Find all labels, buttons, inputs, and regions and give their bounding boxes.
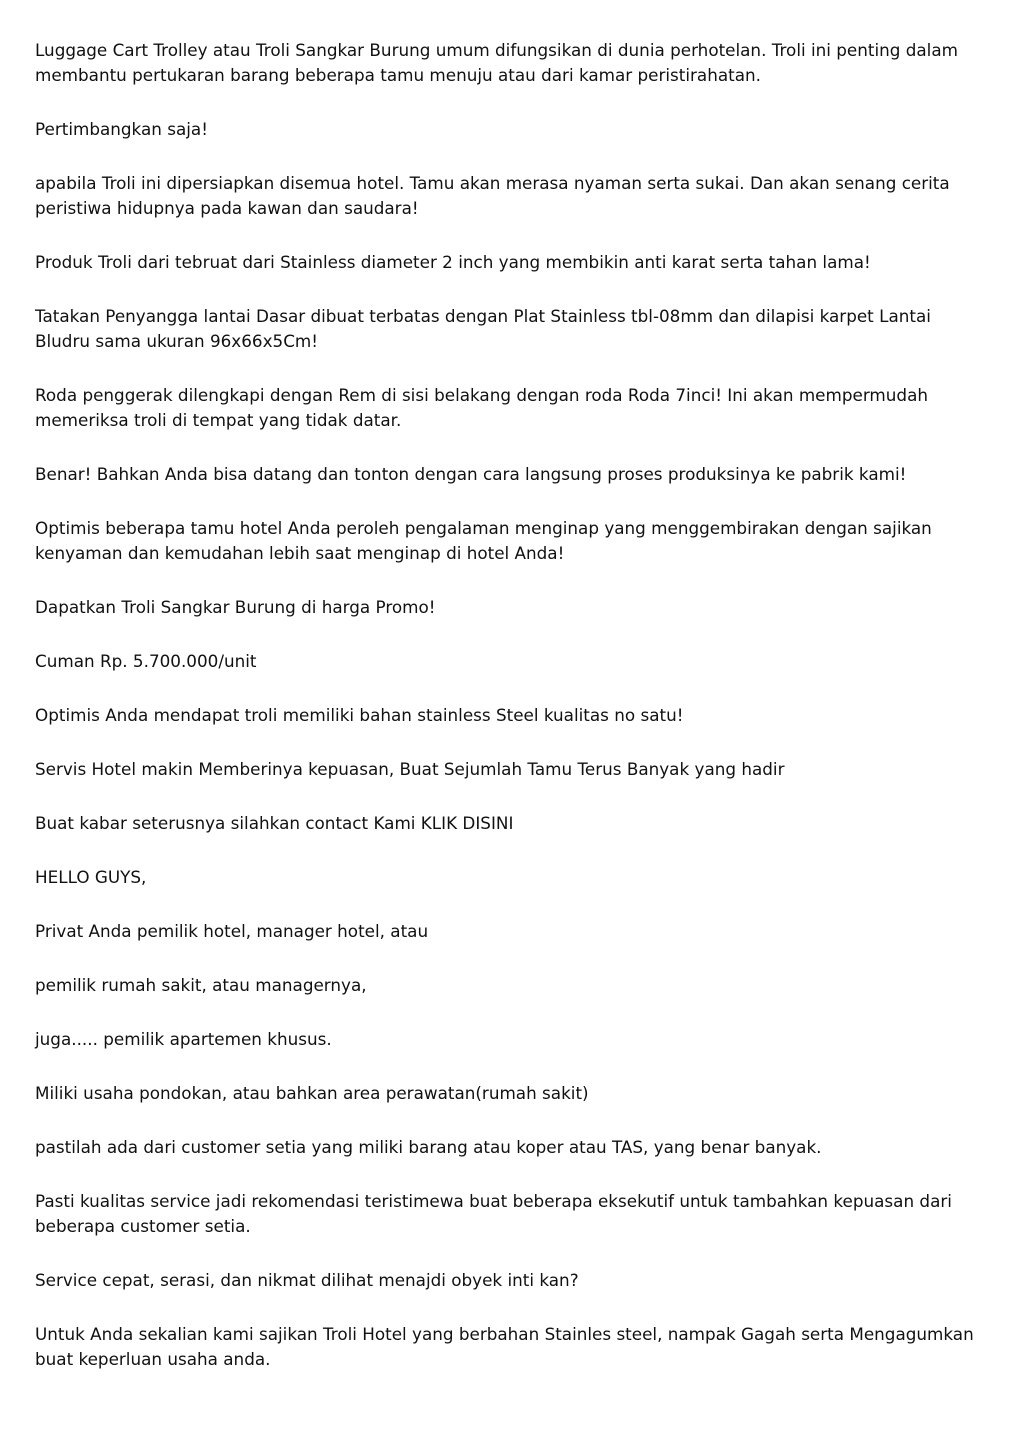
- paragraph-contact: Buat kabar seterusnya silahkan contact Kami KLIK DISINI: [35, 813, 514, 833]
- paragraph-wheels: Roda penggerak dilengkapi dengan Rem di sisi belakang dengan roda Roda 7inci! Ini akan mempermudah memeriksa troli di tempat yang tidak datar.: [35, 385, 928, 430]
- paragraph-service-quality: Pasti kualitas service jadi rekomendasi teristimewa buat beberapa eksekutif untuk tambahkan kepuasan dari beberapa customer setia.: [35, 1191, 952, 1236]
- paragraph-material: Produk Troli dari tebruat dari Stainless diameter 2 inch yang membikin anti karat serta tahan lama!: [35, 252, 871, 272]
- paragraph-price: Cuman Rp. 5.700.000/unit: [35, 651, 257, 671]
- paragraph-lodging: Miliki usaha pondokan, atau bahkan area perawatan(rumah sakit): [35, 1083, 589, 1103]
- paragraph-apartment-owner: juga..... pemilik apartemen khusus.: [35, 1029, 332, 1049]
- paragraph-offer: Untuk Anda sekalian kami sajikan Troli Hotel yang berbahan Stainles steel, nampak Gagah serta Mengagumkan buat keperluan usaha anda.: [35, 1324, 974, 1369]
- paragraph-hotel-owner: Privat Anda pemilik hotel, manager hotel, atau: [35, 921, 429, 941]
- document-body: [35, 38, 985, 1401]
- paragraph-factory-visit: Benar! Bahkan Anda bisa datang dan tonton dengan cara langsung proses produksinya ke pabrik kami!: [35, 464, 907, 484]
- paragraph-promo: Dapatkan Troli Sangkar Burung di harga Promo!: [35, 597, 436, 617]
- paragraph-intro: Luggage Cart Trolley atau Troli Sangkar Burung umum difungsikan di dunia perhotelan. Troli ini penting dalam membantu pertukaran barang beberapa tamu menuju atau dari kamar peristirahatan.: [35, 40, 958, 85]
- paragraph-greeting: HELLO GUYS,: [35, 867, 147, 887]
- paragraph-service: Servis Hotel makin Memberinya kepuasan, Buat Sejumlah Tamu Terus Banyak yang hadir: [35, 759, 785, 779]
- paragraph-quality: Optimis Anda mendapat troli memiliki bahan stainless Steel kualitas no satu!: [35, 705, 684, 725]
- paragraph-fast-service: Service cepat, serasi, dan nikmat dilihat menajdi obyek inti kan?: [35, 1270, 579, 1290]
- paragraph-hospital-owner: pemilik rumah sakit, atau managernya,: [35, 975, 367, 995]
- paragraph-base-plate: Tatakan Penyangga lantai Dasar dibuat terbatas dengan Plat Stainless tbl-08mm dan dilapisi karpet Lantai Bludru sama ukuran 96x66x5Cm!: [35, 306, 931, 351]
- paragraph-guest-experience: Optimis beberapa tamu hotel Anda peroleh pengalaman menginap yang menggembirakan dengan sajikan kenyaman dan kemudahan lebih saat menginap di hotel Anda!: [35, 518, 932, 563]
- paragraph-consider: Pertimbangkan saja!: [35, 119, 208, 139]
- paragraph-customers: pastilah ada dari customer setia yang miliki barang atau koper atau TAS, yang benar banyak.: [35, 1137, 822, 1157]
- paragraph-hotel-guests: apabila Troli ini dipersiapkan disemua hotel. Tamu akan merasa nyaman serta sukai. Dan akan senang cerita peristiwa hidupnya pada kawan dan saudara!: [35, 173, 950, 218]
